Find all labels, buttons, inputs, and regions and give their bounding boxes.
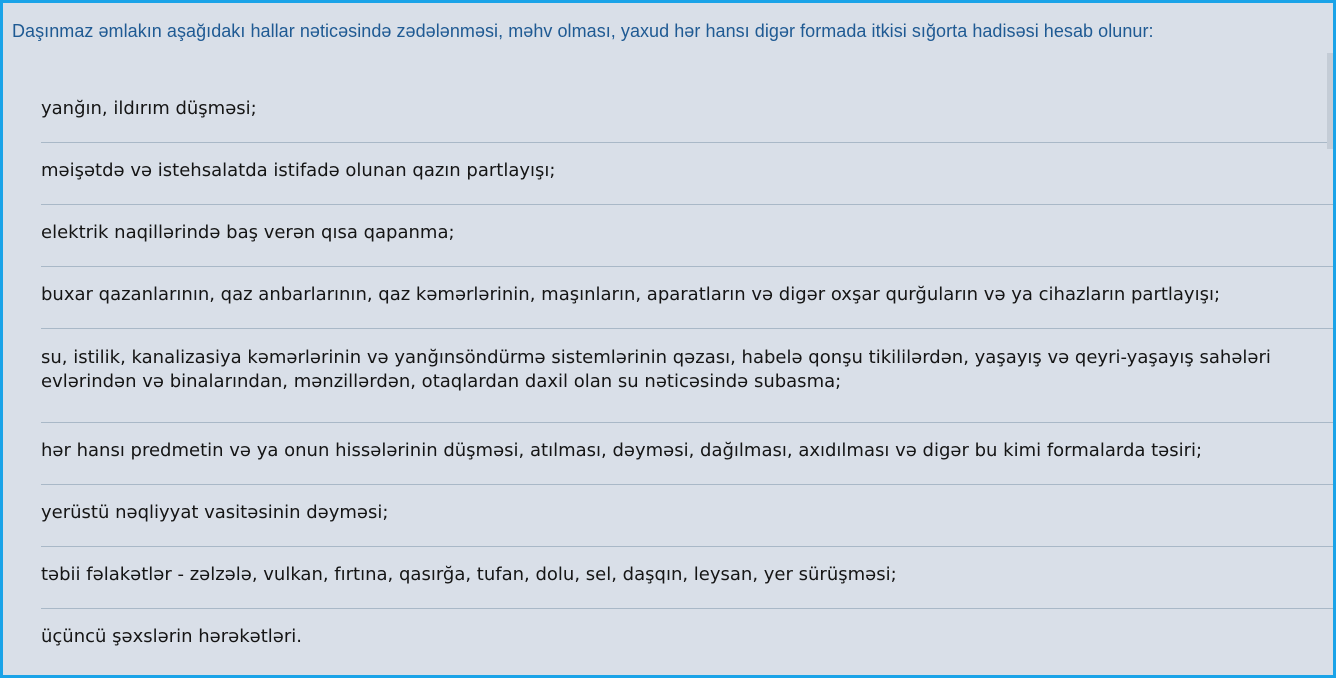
list-item xyxy=(41,143,1336,205)
list-item-text: yerüstü nəqliyyat vasitəsinin dəyməsi; xyxy=(41,502,389,523)
insured-events-list xyxy=(41,81,1336,671)
list-item xyxy=(41,329,1336,423)
list-item-text: su, istilik, kanalizasiya kəmərlərinin və yanğınsöndürmə sistemlərinin qəzası, habelə qonşu tikililərdən, yaşayış və qeyri-yaşayış sahələri xyxy=(41,347,1271,368)
list-item-text: üçüncü şəxslərin hərəkətləri. xyxy=(41,626,302,647)
list-item xyxy=(41,267,1336,329)
intro-heading: Daşınmaz əmlakın aşağıdakı hallar nəticəsində zədələnməsi, məhv olması, yaxud hər hansı digər formada itkisi sığorta hadisəsi hesab olunur: xyxy=(12,21,1154,41)
list-item-text: elektrik naqillərində baş verən qısa qapanma; xyxy=(41,222,455,243)
list-item-text: yanğın, ildırım düşməsi; xyxy=(41,98,257,119)
list-item-text: məişətdə və istehsalatda istifadə olunan qazın partlayışı; xyxy=(41,160,556,181)
list-item xyxy=(41,609,1336,671)
list-item-text: hər hansı predmetin və ya onun hissələrinin düşməsi, atılması, dəyməsi, dağılması, axıdılması və digər bu kimi formalarda təsiri; xyxy=(41,440,1203,461)
list-item xyxy=(41,485,1336,547)
list-item xyxy=(41,423,1336,485)
list-item-text-continued: evlərindən və binalarından, mənzillərdən, otaqlardan daxil olan su nəticəsində subasma; xyxy=(41,371,842,392)
list-item xyxy=(41,547,1336,609)
list-item-text: buxar qazanlarının, qaz anbarlarının, qaz kəmərlərinin, maşınların, aparatların və digər oxşar qurğuların və ya cihazların partlayışı; xyxy=(41,284,1221,305)
scrollbar[interactable] xyxy=(1327,53,1333,149)
list-item-text: təbii fəlakətlər - zəlzələ, vulkan, fırtına, qasırğa, tufan, dolu, sel, daşqın, leysan, yer sürüşməsi; xyxy=(41,564,897,585)
list-item xyxy=(41,205,1336,267)
list-item xyxy=(41,81,1336,143)
